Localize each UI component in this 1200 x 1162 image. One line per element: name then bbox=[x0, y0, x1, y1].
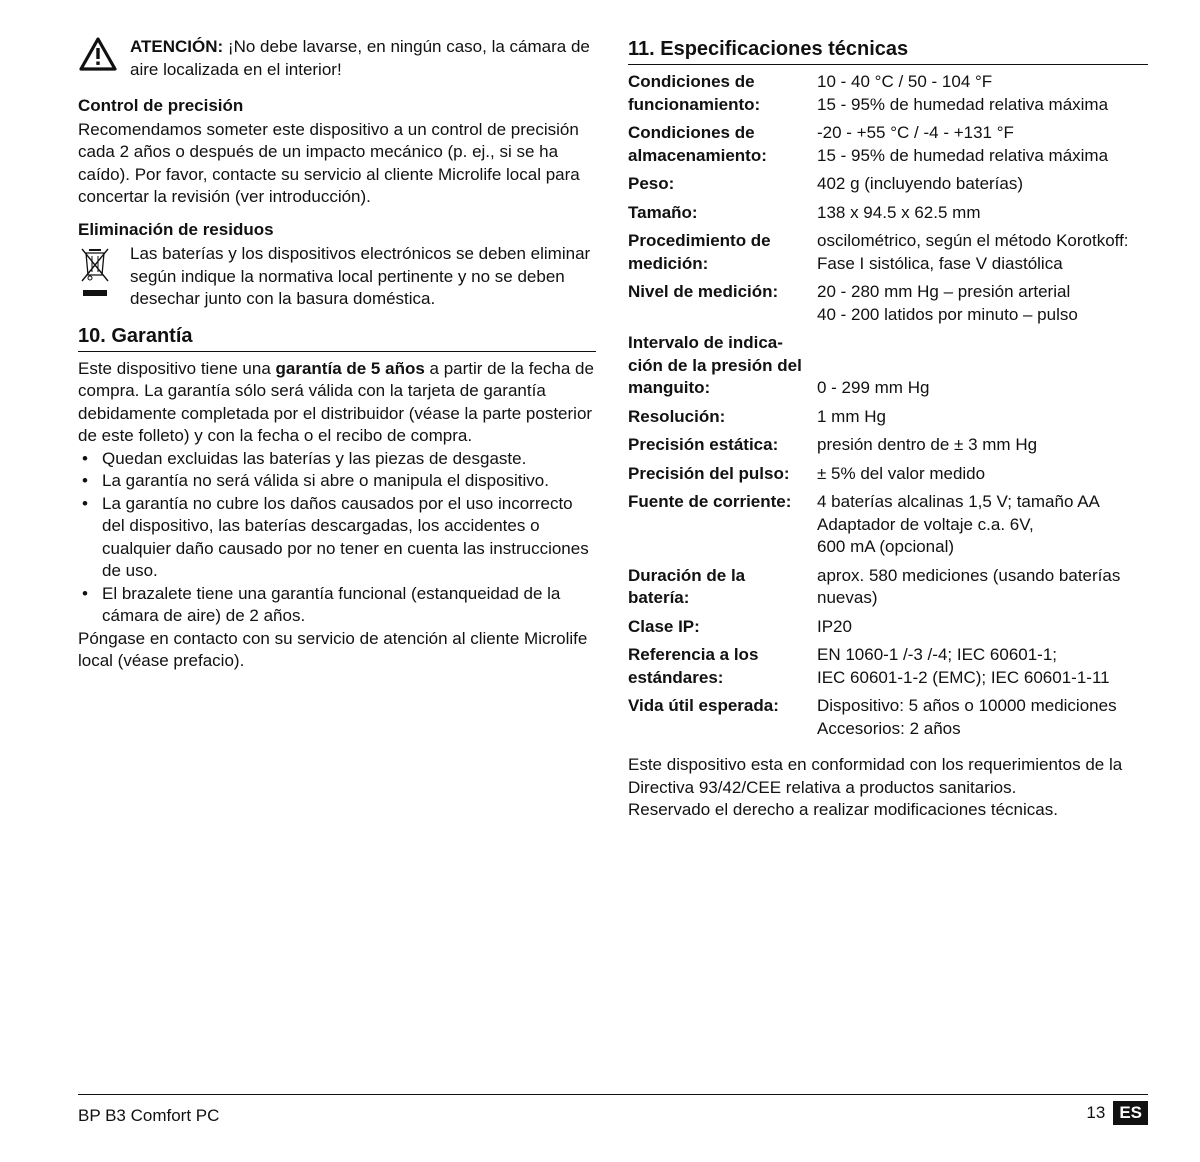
spec-value-line: EN 1060-1 /-3 /-4; IEC 60601-1; bbox=[817, 645, 1058, 664]
specs-heading: 11. Especificaciones técnicas bbox=[628, 36, 1148, 65]
warranty-heading: 10. Garantía bbox=[78, 323, 596, 352]
spec-value-line: oscilométrico, según el método Korotkoff: bbox=[817, 231, 1129, 250]
spec-label-line: Intervalo de indica- bbox=[628, 333, 783, 352]
page-number: 13 bbox=[1086, 1102, 1106, 1122]
warranty-bullet: • La garantía no será válida si abre o manipula el dispositivo. bbox=[78, 470, 596, 493]
spec-label-line: Duración de la bbox=[628, 565, 746, 585]
spec-value bbox=[817, 173, 1148, 196]
warranty-closing: Póngase en contacto con su servicio de atención al cliente Microlife local (véase prefacio). bbox=[78, 628, 588, 670]
spec-row bbox=[628, 202, 1148, 225]
spec-row bbox=[628, 491, 1148, 559]
spec-row bbox=[628, 173, 1148, 196]
spec-row bbox=[628, 406, 1148, 429]
spec-value bbox=[817, 616, 1148, 639]
warning-triangle-icon bbox=[78, 36, 118, 72]
conformity-text: Este dispositivo esta en conformidad con los requerimientos de la Directiva 93/42/CEE relativa a productos sanitarios. bbox=[628, 755, 1123, 797]
page-footer bbox=[78, 1094, 1148, 1125]
spec-label-line: estándares: bbox=[628, 667, 724, 687]
warranty-bullet: • El brazalete tiene una garantía funcional (estanqueidad de la cámara de aire) de 2 años. bbox=[78, 583, 596, 628]
warranty-bullet: • Quedan excluidas las baterías y las piezas de desgaste. bbox=[78, 448, 596, 471]
spec-table bbox=[628, 71, 1148, 740]
spec-label-line: ción de la presión del bbox=[628, 355, 802, 375]
spec-value bbox=[817, 332, 1148, 400]
spec-label bbox=[628, 434, 817, 457]
spec-label bbox=[628, 616, 817, 639]
spec-label bbox=[628, 332, 817, 400]
warning-block bbox=[78, 36, 596, 81]
spec-value-line: IEC 60601-1-2 (EMC); IEC 60601-1-11 bbox=[817, 667, 1110, 687]
spec-label-line: Referencia a los bbox=[628, 645, 759, 664]
spec-row bbox=[628, 463, 1148, 486]
spec-row bbox=[628, 644, 1148, 689]
spec-row bbox=[628, 71, 1148, 116]
spec-label bbox=[628, 202, 817, 225]
spec-value-line: 0 - 299 mm Hg bbox=[817, 378, 930, 397]
warranty-intro-bold: garantía de 5 años bbox=[275, 358, 425, 378]
spec-value-line: 1 mm Hg bbox=[817, 406, 886, 426]
spec-value bbox=[817, 434, 1148, 457]
spec-value-line: 138 x 94.5 x 62.5 mm bbox=[817, 202, 981, 222]
spec-value-line: presión dentro de ± 3 mm Hg bbox=[817, 435, 1038, 454]
spec-value bbox=[817, 565, 1148, 610]
warranty-intro-post: a partir de la fecha de compra. La garantía sólo será válida con la tarjeta de garantía debidamente completada por el distribuidor (véase la parte posterior de este folleto) y con la fecha o el recibo de compra. bbox=[78, 358, 594, 445]
spec-label-line: Condiciones de bbox=[628, 123, 755, 142]
disposal-block bbox=[78, 243, 596, 311]
spec-value-line: 40 - 200 latidos por minuto – pulso bbox=[817, 304, 1078, 324]
language-badge: ES bbox=[1113, 1101, 1148, 1125]
spec-label bbox=[628, 565, 817, 610]
spec-row bbox=[628, 616, 1148, 639]
spec-label-line: manguito: bbox=[628, 378, 711, 397]
page-indicator bbox=[1086, 1101, 1148, 1125]
spec-value-line bbox=[817, 355, 1148, 378]
precision-text: Recomendamos someter este dispositivo a un control de precisión cada 2 años o después de un impacto mecánico (p. ej., si se ha caído). Por favor, contacte su servicio al cliente Microlife local para concertar la revisión (ver introducción). bbox=[78, 119, 580, 206]
spec-label bbox=[628, 644, 817, 689]
spec-row bbox=[628, 281, 1148, 326]
spec-value bbox=[817, 230, 1148, 275]
spec-label-line: batería: bbox=[628, 588, 690, 607]
spec-value-line bbox=[817, 332, 1148, 355]
spec-label bbox=[628, 122, 817, 167]
warranty-intro bbox=[78, 358, 596, 448]
spec-value bbox=[817, 463, 1148, 486]
spec-label bbox=[628, 491, 817, 559]
spec-value-line: 10 - 40 °C / 50 - 104 °F bbox=[817, 72, 993, 91]
spec-label bbox=[628, 281, 817, 326]
spec-label bbox=[628, 695, 817, 740]
spec-value-line: ± 5% del valor medido bbox=[817, 463, 986, 483]
spec-label-line: Clase IP: bbox=[628, 616, 700, 636]
precision-heading: Control de precisión bbox=[78, 96, 244, 115]
warning-text bbox=[130, 36, 596, 81]
spec-value-line: -20 - +55 °C / -4 - +131 °F bbox=[817, 123, 1014, 142]
spec-label-line: Vida útil esperada: bbox=[628, 696, 779, 715]
left-column bbox=[78, 95, 596, 673]
spec-value-line: 15 - 95% de humedad relativa máxima bbox=[817, 94, 1109, 114]
spec-value bbox=[817, 695, 1148, 740]
spec-value-line: nuevas) bbox=[817, 588, 878, 607]
spec-label-line: almacenamiento: bbox=[628, 145, 767, 165]
spec-value-line: IP20 bbox=[817, 616, 852, 636]
spec-row bbox=[628, 122, 1148, 167]
spec-label-line: Resolución: bbox=[628, 406, 726, 426]
spec-value-line: Adaptador de voltaje c.a. 6V, bbox=[817, 514, 1034, 534]
spec-value-line: Fase I sistólica, fase V diastólica bbox=[817, 253, 1063, 273]
spec-label bbox=[628, 463, 817, 486]
spec-label-line: Precisión del pulso: bbox=[628, 463, 790, 483]
spec-value-line: 4 baterías alcalinas 1,5 V; tamaño AA bbox=[817, 492, 1100, 511]
spec-row bbox=[628, 230, 1148, 275]
disposal-text: Las baterías y los dispositivos electrónicos se deben eliminar según indique la normativa local pertinente y no se deben desechar junto con la basura doméstica. bbox=[130, 244, 591, 308]
spec-label bbox=[628, 230, 817, 275]
spec-row bbox=[628, 434, 1148, 457]
right-column bbox=[628, 36, 1148, 822]
spec-value-line: Accesorios: 2 años bbox=[817, 718, 961, 738]
spec-value bbox=[817, 406, 1148, 429]
spec-row bbox=[628, 332, 1148, 400]
spec-value-line: 402 g (incluyendo baterías) bbox=[817, 174, 1024, 193]
warranty-intro-pre: Este dispositivo tiene una bbox=[78, 358, 276, 378]
model-name: BP B3 Comfort PC bbox=[78, 1106, 220, 1125]
spec-label-line: Fuente de corriente: bbox=[628, 492, 792, 511]
spec-value bbox=[817, 122, 1148, 167]
spec-label bbox=[628, 173, 817, 196]
spec-value bbox=[817, 281, 1148, 326]
spec-value bbox=[817, 71, 1148, 116]
spec-label-line: Tamaño: bbox=[628, 202, 698, 222]
spec-value-line: 15 - 95% de humedad relativa máxima bbox=[817, 145, 1109, 165]
spec-label-line: medición: bbox=[628, 253, 709, 273]
spec-label-line: Nivel de medición: bbox=[628, 282, 779, 301]
spec-value-line: 20 - 280 mm Hg – presión arterial bbox=[817, 282, 1071, 301]
warning-label: ATENCIÓN: bbox=[130, 37, 224, 56]
disposal-heading: Eliminación de residuos bbox=[78, 219, 274, 239]
warning-message: ¡No debe lavarse, en ningún caso, la cámara de aire localizada en el interior! bbox=[130, 37, 590, 79]
spec-label bbox=[628, 406, 817, 429]
spec-label-line: Procedimiento de bbox=[628, 231, 771, 250]
spec-value bbox=[817, 644, 1148, 689]
spec-value bbox=[817, 202, 1148, 225]
spec-label-line: Peso: bbox=[628, 174, 675, 193]
spec-value-line: Dispositivo: 5 años o 10000 mediciones bbox=[817, 696, 1117, 715]
spec-row bbox=[628, 565, 1148, 610]
warranty-bullet-list bbox=[78, 448, 596, 628]
spec-label-line: funcionamiento: bbox=[628, 94, 761, 114]
spec-value bbox=[817, 491, 1148, 559]
spec-label-line: Condiciones de bbox=[628, 72, 755, 91]
spec-row bbox=[628, 695, 1148, 740]
spec-value-line: aprox. 580 mediciones (usando baterías bbox=[817, 565, 1121, 585]
spec-value-line: 600 mA (opcional) bbox=[817, 537, 955, 556]
warranty-bullet: • La garantía no cubre los daños causados por el uso incorrecto del dispositivo, las baterías descargadas, los accidentes o cualquier daño causado por no tener en cuenta las instrucciones de uso. bbox=[78, 493, 596, 583]
spec-label bbox=[628, 71, 817, 116]
spec-label-line: Precisión estática: bbox=[628, 435, 779, 454]
reserved-text: Reservado el derecho a realizar modificaciones técnicas. bbox=[628, 800, 1058, 819]
crossed-bin-icon bbox=[80, 246, 110, 302]
